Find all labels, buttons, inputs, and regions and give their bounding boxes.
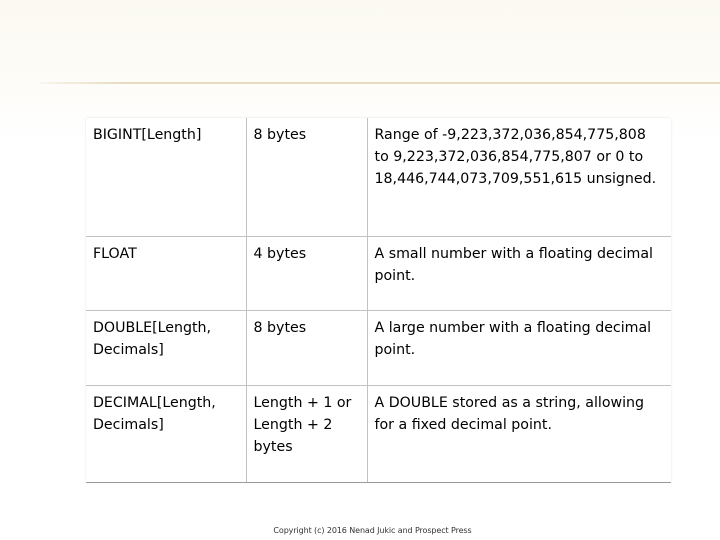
data-types-table-frame [86,118,671,482]
data-types-table [86,118,671,483]
storage-cell: 8 bytes [246,118,367,236]
type-cell: FLOAT [86,236,246,310]
storage-cell: 8 bytes [246,310,367,385]
type-cell: DECIMAL[Length, Decimals] [86,385,246,482]
description-cell: Range of -9,223,372,036,854,775,808 to 9,223,372,036,854,775,807 or 0 to 18,446,744,073,709,551,615 unsigned. [367,118,671,236]
copyright-footer: Copyright (c) 2016 Nenad Jukic and Prospect Press [273,526,472,535]
table-row [86,118,671,236]
storage-cell: Length + 1 or Length + 2 bytes [246,385,367,482]
type-cell: BIGINT[Length] [86,118,246,236]
description-cell: A small number with a floating decimal point. [367,236,671,310]
description-cell: A large number with a floating decimal point. [367,310,671,385]
table-row [86,385,671,482]
decorative-rule [40,82,720,84]
table-row [86,310,671,385]
storage-cell: 4 bytes [246,236,367,310]
table-row [86,236,671,310]
description-cell: A DOUBLE stored as a string, allowing for a fixed decimal point. [367,385,671,482]
type-cell: DOUBLE[Length, Decimals] [86,310,246,385]
